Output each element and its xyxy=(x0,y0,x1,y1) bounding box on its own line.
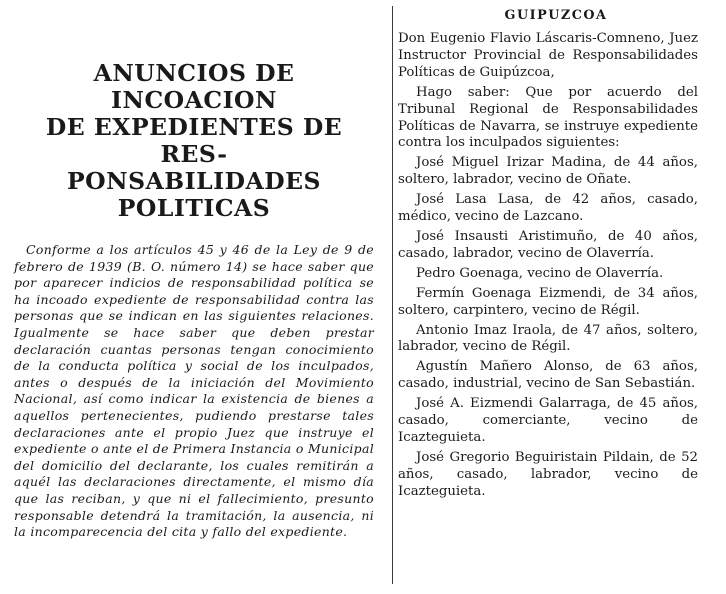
defendant-entry: José Insausti Aristimuño, de 40 años, casado, labrador, vecino de Olaverría. xyxy=(398,228,698,261)
defendant-entry: Pedro Goenaga, vecino de Olaverría. xyxy=(416,265,664,281)
defendant-entry: José Lasa Lasa, de 42 años, casado, médico, vecino de Lazcano. xyxy=(398,192,698,225)
notice-paragraph: Hago saber: Que por acuerdo del Tribunal Regional de Responsabilidades Políticas de Navarra, se instruye expediente contra los inculpados siguientes: xyxy=(398,84,698,151)
left-column xyxy=(14,60,374,541)
defendant-entry: José A. Eizmendi Galarraga, de 45 años, casado, comerciante, vecino de Icazteguieta. xyxy=(398,396,698,445)
announcement-body: Conforme a los artículos 45 y 46 de la Ley de 9 de febrero de 1939 (B. O. número 14) se hace saber que por aparecer indicios de responsabilidad política se ha incoado expediente de responsabilidad contra las personas que se indican en las siguientes relaciones. Igualmente se hace saber que deben prestar declaración cuantas personas tengan conocimiento de la conducta política y social de los inculpados, antes o después de la iniciación del Movimiento Nacional, así como indicar la existencia de bienes a aquellos pertenecientes, pudiendo prestarse tales declaraciones ante el propio Juez que instruye el expediente o ante el de Primera Instancia o Municipal del domicilio del declarante, los cuales remitirán a aquél las declaraciones directamente, el mismo día que las reciban, y que ni el fallecimiento, presunto responsable detendrá la tramitación, la ausencia, ni la incomparecencia del cita y fallo del expediente. xyxy=(14,242,374,540)
defendant-entry: José Gregorio Beguiristain Pildain, de 52 años, casado, labrador, vecino de Icazteguieta. xyxy=(398,449,698,499)
judge-intro-paragraph: Don Eugenio Flavio Láscaris-Comneno, Juez Instructor Provincial de Responsabilidades Políticas de Guipúzcoa, xyxy=(398,31,698,80)
defendant-entry: José Miguel Irizar Madina, de 44 años, soltero, labrador, vecino de Oñate. xyxy=(398,155,698,188)
guipuzcoa-body xyxy=(398,31,698,501)
defendant-entry: Fermín Goenaga Eizmendi, de 34 años, soltero, carpintero, vecino de Régil. xyxy=(398,285,698,318)
announcement-heading: ANUNCIOS DE INCOACION DE EXPEDIENTES DE RES- PONSABILIDADES POLITICAS xyxy=(45,59,343,222)
defendant-entry: Agustín Mañero Alonso, de 63 años, casado, industrial, vecino de San Sebastián. xyxy=(398,359,698,392)
defendant-entry: Antonio Imaz Iraola, de 47 años, soltero, labrador, vecino de Régil. xyxy=(398,322,698,355)
column-divider xyxy=(392,6,393,584)
right-column xyxy=(398,8,698,501)
section-title: GUIPUZCOA xyxy=(504,8,608,23)
